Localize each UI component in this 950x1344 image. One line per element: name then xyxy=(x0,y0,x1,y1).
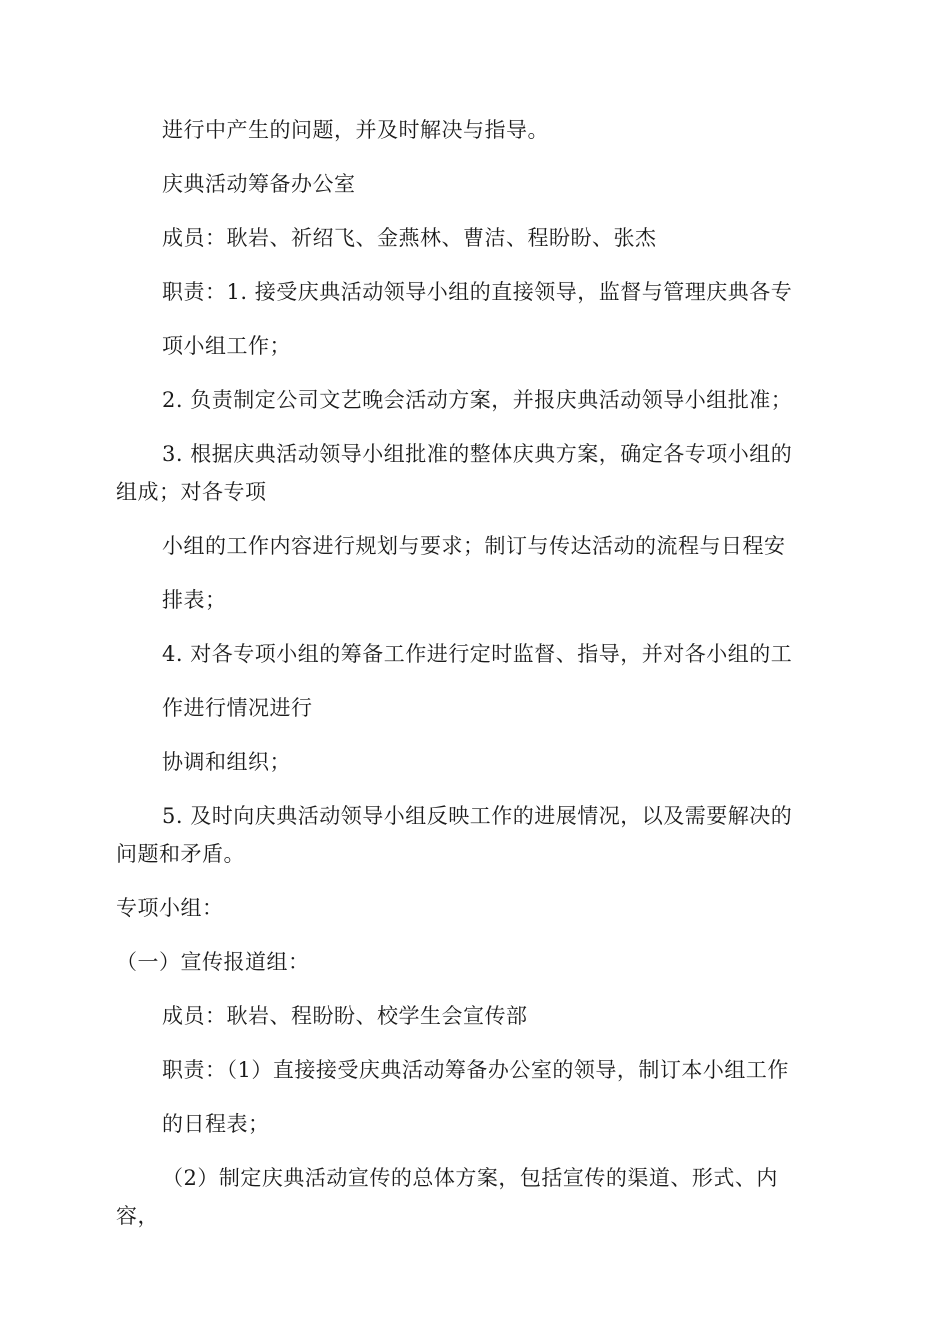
text-line: 协调和组织； xyxy=(162,750,291,774)
text-line: （2）制定庆典活动宣传的总体方案，包括宣传的渠道、形式、内 xyxy=(162,1166,778,1190)
text-line: 4. 对各专项小组的筹备工作进行定时监督、指导，并对各小组的工 xyxy=(162,642,793,666)
text-line: 作进行情况进行 xyxy=(162,696,313,720)
text-line: 成员：耿岩、程盼盼、校学生会宣传部 xyxy=(162,1004,528,1028)
text-line: 进行中产生的问题，并及时解决与指导。 xyxy=(162,118,549,142)
text-line: 3. 根据庆典活动领导小组批准的整体庆典方案，确定各专项小组的 xyxy=(162,442,793,466)
section-heading: 专项小组： xyxy=(116,896,224,920)
text-line: 小组的工作内容进行规划与要求；制订与传达活动的流程与日程安 xyxy=(162,534,786,558)
text-line: 职责：（1）直接接受庆典活动筹备办公室的领导，制订本小组工作 xyxy=(162,1058,789,1082)
text-line: 项小组工作； xyxy=(162,334,291,358)
section-heading: 庆典活动筹备办公室 xyxy=(162,172,356,196)
text-line: 的日程表； xyxy=(162,1112,270,1136)
text-line: 容， xyxy=(116,1204,159,1228)
text-line: 组成；对各专项 xyxy=(116,480,267,504)
text-line: 5. 及时向庆典活动领导小组反映工作的进展情况，以及需要解决的 xyxy=(162,804,793,828)
text-line: 排表； xyxy=(162,588,227,612)
text-line: 2. 负责制定公司文艺晚会活动方案，并报庆典活动领导小组批准； xyxy=(162,388,793,412)
text-line: 问题和矛盾。 xyxy=(116,842,245,866)
text-line: 职责：1. 接受庆典活动领导小组的直接领导，监督与管理庆典各专 xyxy=(162,280,793,304)
subsection-heading: （一）宣传报道组： xyxy=(116,950,310,974)
text-line: 成员：耿岩、祈绍飞、金燕林、曹洁、程盼盼、张杰 xyxy=(162,226,657,250)
